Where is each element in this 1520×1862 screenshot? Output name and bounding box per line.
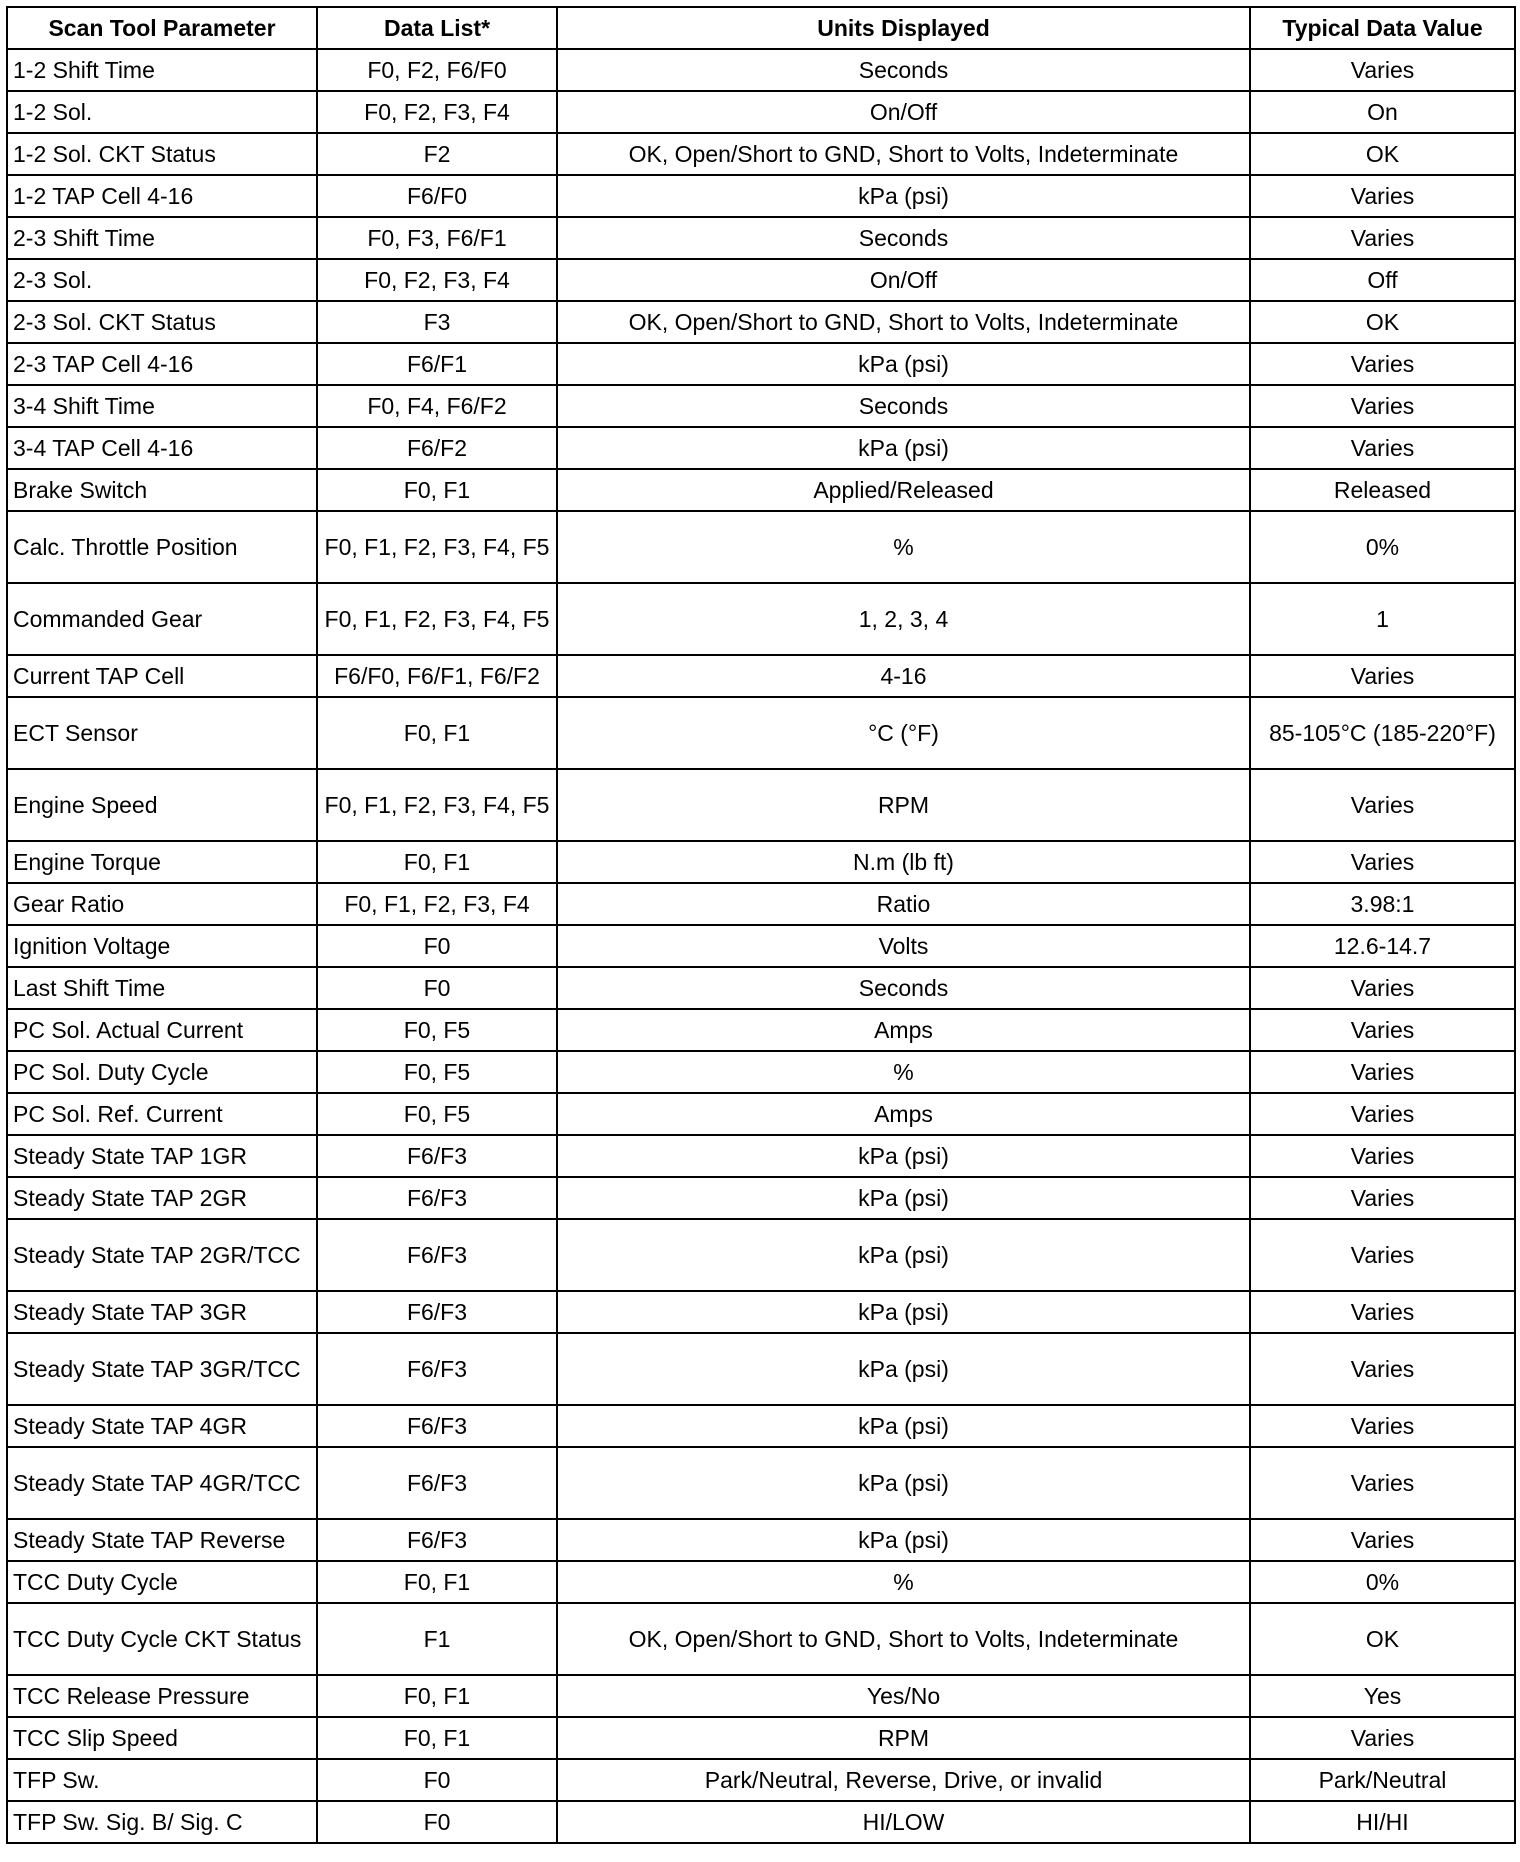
table-row (7, 301, 1515, 343)
units-cell: On/Off (557, 91, 1250, 133)
typical-value-cell: Varies (1250, 1051, 1515, 1093)
data-list-cell: F0, F1 (317, 1675, 557, 1717)
units-cell: 4-16 (557, 655, 1250, 697)
header-data-list: Data List* (317, 7, 557, 49)
parameter-cell: 2-3 Shift Time (7, 217, 317, 259)
table-row (7, 1219, 1515, 1291)
data-list-cell: F0, F3, F6/F1 (317, 217, 557, 259)
units-cell: kPa (psi) (557, 427, 1250, 469)
table-row (7, 967, 1515, 1009)
parameter-cell: Steady State TAP 4GR/TCC (7, 1447, 317, 1519)
header-scan-tool-parameter: Scan Tool Parameter (7, 7, 317, 49)
typical-value-cell: OK (1250, 133, 1515, 175)
table-header (7, 7, 1515, 49)
parameter-cell: TCC Release Pressure (7, 1675, 317, 1717)
parameter-cell: Steady State TAP 1GR (7, 1135, 317, 1177)
typical-value-cell: Off (1250, 259, 1515, 301)
data-list-cell: F6/F0 (317, 175, 557, 217)
parameter-cell: 3-4 Shift Time (7, 385, 317, 427)
table-row (7, 343, 1515, 385)
scan-tool-data-table-sheet (6, 6, 1514, 1844)
parameter-cell: TFP Sw. Sig. B/ Sig. C (7, 1801, 317, 1843)
data-list-cell: F6/F1 (317, 343, 557, 385)
parameter-cell: Steady State TAP 3GR (7, 1291, 317, 1333)
table-row (7, 1561, 1515, 1603)
units-cell: kPa (psi) (557, 1177, 1250, 1219)
units-cell: OK, Open/Short to GND, Short to Volts, Indeterminate (557, 1603, 1250, 1675)
table-row (7, 91, 1515, 133)
typical-value-cell: Varies (1250, 1333, 1515, 1405)
parameter-cell: Steady State TAP 2GR/TCC (7, 1219, 317, 1291)
typical-value-cell: Varies (1250, 1519, 1515, 1561)
parameter-cell: PC Sol. Ref. Current (7, 1093, 317, 1135)
typical-value-cell: Varies (1250, 1717, 1515, 1759)
data-list-cell: F6/F3 (317, 1135, 557, 1177)
data-list-cell: F6/F3 (317, 1519, 557, 1561)
table-row (7, 259, 1515, 301)
scan-tool-data-table (6, 6, 1516, 1844)
units-cell: kPa (psi) (557, 1135, 1250, 1177)
table-row (7, 49, 1515, 91)
data-list-cell: F0, F1 (317, 1561, 557, 1603)
parameter-cell: Steady State TAP 3GR/TCC (7, 1333, 317, 1405)
units-cell: N.m (lb ft) (557, 841, 1250, 883)
data-list-cell: F6/F3 (317, 1291, 557, 1333)
parameter-cell: PC Sol. Actual Current (7, 1009, 317, 1051)
typical-value-cell: 0% (1250, 511, 1515, 583)
parameter-cell: TCC Duty Cycle (7, 1561, 317, 1603)
typical-value-cell: Released (1250, 469, 1515, 511)
typical-value-cell: Varies (1250, 343, 1515, 385)
table-row (7, 1093, 1515, 1135)
table-row (7, 925, 1515, 967)
parameter-cell: Steady State TAP Reverse (7, 1519, 317, 1561)
parameter-cell: TCC Duty Cycle CKT Status (7, 1603, 317, 1675)
parameter-cell: 2-3 TAP Cell 4-16 (7, 343, 317, 385)
units-cell: kPa (psi) (557, 1519, 1250, 1561)
parameter-cell: Commanded Gear (7, 583, 317, 655)
data-list-cell: F1 (317, 1603, 557, 1675)
typical-value-cell: HI/HI (1250, 1801, 1515, 1843)
units-cell: kPa (psi) (557, 1219, 1250, 1291)
table-row (7, 175, 1515, 217)
parameter-cell: Ignition Voltage (7, 925, 317, 967)
table-row (7, 1333, 1515, 1405)
table-row (7, 217, 1515, 259)
typical-value-cell: Varies (1250, 1291, 1515, 1333)
parameter-cell: Current TAP Cell (7, 655, 317, 697)
data-list-cell: F0, F1, F2, F3, F4 (317, 883, 557, 925)
typical-value-cell: Yes (1250, 1675, 1515, 1717)
units-cell: Ratio (557, 883, 1250, 925)
table-row (7, 511, 1515, 583)
table-row (7, 769, 1515, 841)
units-cell: Seconds (557, 49, 1250, 91)
typical-value-cell: Varies (1250, 1093, 1515, 1135)
table-row (7, 469, 1515, 511)
data-list-cell: F0, F1 (317, 1717, 557, 1759)
data-list-cell: F0, F1 (317, 697, 557, 769)
units-cell: Volts (557, 925, 1250, 967)
data-list-cell: F0 (317, 967, 557, 1009)
parameter-cell: Steady State TAP 2GR (7, 1177, 317, 1219)
typical-value-cell: OK (1250, 1603, 1515, 1675)
header-row (7, 7, 1515, 49)
parameter-cell: 1-2 TAP Cell 4-16 (7, 175, 317, 217)
data-list-cell: F0, F5 (317, 1051, 557, 1093)
data-list-cell: F0, F2, F3, F4 (317, 91, 557, 133)
units-cell: OK, Open/Short to GND, Short to Volts, Indeterminate (557, 133, 1250, 175)
units-cell: °C (°F) (557, 697, 1250, 769)
typical-value-cell: Varies (1250, 1177, 1515, 1219)
parameter-cell: Engine Speed (7, 769, 317, 841)
table-row (7, 1009, 1515, 1051)
units-cell: % (557, 511, 1250, 583)
table-row (7, 1519, 1515, 1561)
units-cell: On/Off (557, 259, 1250, 301)
data-list-cell: F0, F1 (317, 469, 557, 511)
typical-value-cell: 0% (1250, 1561, 1515, 1603)
typical-value-cell: Varies (1250, 1219, 1515, 1291)
data-list-cell: F0, F1, F2, F3, F4, F5 (317, 769, 557, 841)
parameter-cell: Calc. Throttle Position (7, 511, 317, 583)
typical-value-cell: Varies (1250, 175, 1515, 217)
typical-value-cell: Varies (1250, 1405, 1515, 1447)
table-row (7, 1801, 1515, 1843)
units-cell: Seconds (557, 385, 1250, 427)
parameter-cell: 3-4 TAP Cell 4-16 (7, 427, 317, 469)
data-list-cell: F0, F1, F2, F3, F4, F5 (317, 511, 557, 583)
data-list-cell: F6/F3 (317, 1405, 557, 1447)
data-list-cell: F0, F2, F3, F4 (317, 259, 557, 301)
table-row (7, 697, 1515, 769)
table-row (7, 1051, 1515, 1093)
table-row (7, 1759, 1515, 1801)
typical-value-cell: Varies (1250, 385, 1515, 427)
typical-value-cell: On (1250, 91, 1515, 133)
table-row (7, 1291, 1515, 1333)
parameter-cell: Gear Ratio (7, 883, 317, 925)
parameter-cell: Brake Switch (7, 469, 317, 511)
typical-value-cell: Varies (1250, 427, 1515, 469)
typical-value-cell: Varies (1250, 841, 1515, 883)
data-list-cell: F6/F2 (317, 427, 557, 469)
parameter-cell: 1-2 Sol. (7, 91, 317, 133)
units-cell: kPa (psi) (557, 1291, 1250, 1333)
parameter-cell: 2-3 Sol. (7, 259, 317, 301)
typical-value-cell: Varies (1250, 655, 1515, 697)
units-cell: OK, Open/Short to GND, Short to Volts, Indeterminate (557, 301, 1250, 343)
units-cell: Park/Neutral, Reverse, Drive, or invalid (557, 1759, 1250, 1801)
header-units-displayed: Units Displayed (557, 7, 1250, 49)
data-list-cell: F6/F3 (317, 1447, 557, 1519)
parameter-cell: TCC Slip Speed (7, 1717, 317, 1759)
parameter-cell: TFP Sw. (7, 1759, 317, 1801)
typical-value-cell: 1 (1250, 583, 1515, 655)
typical-value-cell: Varies (1250, 1135, 1515, 1177)
typical-value-cell: Varies (1250, 967, 1515, 1009)
table-row (7, 883, 1515, 925)
data-list-cell: F0, F5 (317, 1093, 557, 1135)
data-list-cell: F3 (317, 301, 557, 343)
parameter-cell: Steady State TAP 4GR (7, 1405, 317, 1447)
data-list-cell: F6/F3 (317, 1177, 557, 1219)
parameter-cell: 1-2 Shift Time (7, 49, 317, 91)
typical-value-cell: OK (1250, 301, 1515, 343)
table-row (7, 1603, 1515, 1675)
table-row (7, 133, 1515, 175)
data-list-cell: F6/F0, F6/F1, F6/F2 (317, 655, 557, 697)
table-row (7, 583, 1515, 655)
typical-value-cell: Varies (1250, 217, 1515, 259)
data-list-cell: F0, F4, F6/F2 (317, 385, 557, 427)
typical-value-cell: 3.98:1 (1250, 883, 1515, 925)
units-cell: Amps (557, 1009, 1250, 1051)
parameter-cell: Engine Torque (7, 841, 317, 883)
table-row (7, 1177, 1515, 1219)
typical-value-cell: Varies (1250, 49, 1515, 91)
typical-value-cell: Varies (1250, 1009, 1515, 1051)
units-cell: kPa (psi) (557, 1333, 1250, 1405)
units-cell: Amps (557, 1093, 1250, 1135)
data-list-cell: F0 (317, 1759, 557, 1801)
typical-value-cell: Varies (1250, 1447, 1515, 1519)
units-cell: kPa (psi) (557, 175, 1250, 217)
table-row (7, 655, 1515, 697)
units-cell: Seconds (557, 217, 1250, 259)
table-row (7, 1447, 1515, 1519)
units-cell: % (557, 1051, 1250, 1093)
units-cell: Yes/No (557, 1675, 1250, 1717)
data-list-cell: F6/F3 (317, 1333, 557, 1405)
units-cell: 1, 2, 3, 4 (557, 583, 1250, 655)
data-list-cell: F6/F3 (317, 1219, 557, 1291)
parameter-cell: Last Shift Time (7, 967, 317, 1009)
units-cell: Applied/Released (557, 469, 1250, 511)
data-list-cell: F0 (317, 925, 557, 967)
units-cell: Seconds (557, 967, 1250, 1009)
table-row (7, 385, 1515, 427)
units-cell: RPM (557, 769, 1250, 841)
units-cell: kPa (psi) (557, 343, 1250, 385)
table-row (7, 1675, 1515, 1717)
table-body (7, 49, 1515, 1843)
data-list-cell: F0, F5 (317, 1009, 557, 1051)
data-list-cell: F2 (317, 133, 557, 175)
typical-value-cell: Varies (1250, 769, 1515, 841)
parameter-cell: 2-3 Sol. CKT Status (7, 301, 317, 343)
data-list-cell: F0, F1, F2, F3, F4, F5 (317, 583, 557, 655)
units-cell: RPM (557, 1717, 1250, 1759)
table-row (7, 1405, 1515, 1447)
data-list-cell: F0 (317, 1801, 557, 1843)
table-row (7, 1135, 1515, 1177)
units-cell: HI/LOW (557, 1801, 1250, 1843)
table-row (7, 841, 1515, 883)
data-list-cell: F0, F1 (317, 841, 557, 883)
typical-value-cell: Park/Neutral (1250, 1759, 1515, 1801)
units-cell: % (557, 1561, 1250, 1603)
typical-value-cell: 85-105°C (185-220°F) (1250, 697, 1515, 769)
table-row (7, 427, 1515, 469)
typical-value-cell: 12.6-14.7 (1250, 925, 1515, 967)
units-cell: kPa (psi) (557, 1405, 1250, 1447)
units-cell: kPa (psi) (557, 1447, 1250, 1519)
parameter-cell: PC Sol. Duty Cycle (7, 1051, 317, 1093)
header-typical-data-value: Typical Data Value (1250, 7, 1515, 49)
table-row (7, 1717, 1515, 1759)
parameter-cell: ECT Sensor (7, 697, 317, 769)
parameter-cell: 1-2 Sol. CKT Status (7, 133, 317, 175)
data-list-cell: F0, F2, F6/F0 (317, 49, 557, 91)
